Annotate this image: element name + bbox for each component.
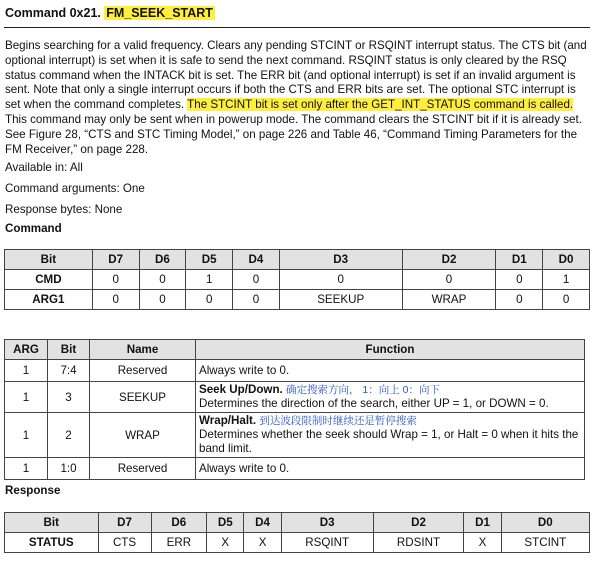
description-text-1: Begins searching for a valid frequency. Clears any pending STCINT or RSQINT interrupt status. The CTS bit (and optional interrupt) is set when it is safe to send the next command. RSQINT status is only cleared by the RSQ status command when the INTACK bit is set. The ERR bit (and optional interrupt) is set if an invalid argument is sent. Note that only a single interrupt occurs if both the CTS and ERR bits are set. The optional STC interrupt is set when the command completes. (5, 39, 587, 112)
cell: 0 (92, 290, 139, 310)
col-header: D4 (233, 250, 280, 270)
col-header: D3 (279, 250, 402, 270)
col-header: D4 (244, 513, 281, 533)
command-name: FM_SEEK_START (106, 6, 213, 20)
cell: ERR (151, 533, 207, 553)
col-header: Bit (5, 250, 93, 270)
col-header: ARG (5, 340, 48, 360)
cell: 0 (496, 290, 543, 310)
cell: 0 (186, 290, 233, 310)
col-header: D2 (402, 250, 496, 270)
cell: 1:0 (48, 458, 90, 480)
col-header: D5 (207, 513, 244, 533)
function-cell: Always write to 0. (196, 360, 585, 382)
col-header: Bit (5, 513, 99, 533)
cell: WRAP (402, 290, 496, 310)
function-title: Seek Up/Down. (199, 383, 283, 396)
cell: 0 (139, 290, 186, 310)
cell: SEEKUP (279, 290, 402, 310)
col-header: D1 (464, 513, 501, 533)
cell: X (207, 533, 244, 553)
available-in: Available in: All (5, 161, 83, 174)
table-row (5, 270, 590, 290)
response-section-title: Response (5, 484, 61, 497)
chinese-annotation: 到达波段限制时继续还是暂停搜索 (259, 415, 417, 427)
col-header: D7 (98, 513, 151, 533)
table-row (5, 533, 590, 553)
cell: 1 (5, 382, 48, 413)
col-header: D6 (139, 250, 186, 270)
cell: 0 (402, 270, 496, 290)
cell: 1 (5, 458, 48, 480)
response-table (4, 512, 590, 553)
cell: X (464, 533, 501, 553)
header-divider (4, 27, 590, 28)
cell: 0 (233, 290, 280, 310)
argument-table-header (5, 340, 585, 360)
cell: X (244, 533, 281, 553)
description-paragraph (5, 39, 590, 157)
function-cell (196, 382, 585, 413)
command-arguments: Command arguments: One (5, 182, 145, 195)
cell: 2 (48, 413, 90, 458)
command-header (5, 6, 590, 24)
row-label: CMD (5, 270, 93, 290)
cell: 0 (233, 270, 280, 290)
description-text-2: This command may only be sent when in powerup mode. The command clears the STCINT bit if it is already set. See Figure 28, “CTS and STC Timing Model,” on page 226 and Table 46, “Command Timing Parameters for the FM Receiver,” on page 228. (5, 112, 582, 156)
cell: WRAP (90, 413, 196, 458)
command-section-title: Command (5, 222, 62, 235)
description-highlight: The STCINT bit is set only after the GET_INT_STATUS command is called. (187, 98, 574, 112)
col-header: D5 (186, 250, 233, 270)
cell: RDSINT (373, 533, 464, 553)
cell: 0 (139, 270, 186, 290)
command-code: Command 0x21. (5, 6, 101, 20)
chinese-annotation: 确定搜索方向， 1：向上 0：向下 (285, 384, 440, 396)
col-header: Bit (48, 340, 90, 360)
col-header: D7 (92, 250, 139, 270)
response-bytes: Response bytes: None (5, 203, 123, 216)
cell: 0 (496, 270, 543, 290)
cell: 1 (5, 413, 48, 458)
cell: RSQINT (281, 533, 373, 553)
cell: 1 (5, 360, 48, 382)
cell: Reserved (90, 458, 196, 480)
function-title: Wrap/Halt. (199, 414, 257, 427)
function-desc: Determines the direction of the search, either UP = 1, or DOWN = 0. (199, 397, 549, 410)
argument-table (4, 339, 585, 480)
table-row (5, 458, 585, 480)
cell: Reserved (90, 360, 196, 382)
col-header: Function (196, 340, 585, 360)
command-table (4, 249, 590, 310)
cell: 0 (92, 270, 139, 290)
cell: 3 (48, 382, 90, 413)
table-row (5, 382, 585, 413)
function-cell (196, 413, 585, 458)
function-cell: Always write to 0. (196, 458, 585, 480)
col-header: D1 (496, 250, 543, 270)
response-table-header (5, 513, 590, 533)
cell: 7:4 (48, 360, 90, 382)
command-table-header (5, 250, 590, 270)
cell: 0 (279, 270, 402, 290)
col-header: D0 (501, 513, 589, 533)
col-header: D6 (151, 513, 207, 533)
table-row (5, 360, 585, 382)
function-desc: Determines whether the seek should Wrap = 1, or Halt = 0 when it hits the band limit. (199, 428, 579, 455)
col-header: D3 (281, 513, 373, 533)
cell: STCINT (501, 533, 589, 553)
cell: 1 (543, 270, 590, 290)
cell: CTS (98, 533, 151, 553)
table-row (5, 290, 590, 310)
cell: SEEKUP (90, 382, 196, 413)
col-header: D2 (373, 513, 464, 533)
row-label: STATUS (5, 533, 99, 553)
cell: 1 (186, 270, 233, 290)
row-label: ARG1 (5, 290, 93, 310)
cell: 0 (543, 290, 590, 310)
col-header: D0 (543, 250, 590, 270)
col-header: Name (90, 340, 196, 360)
table-row (5, 413, 585, 458)
